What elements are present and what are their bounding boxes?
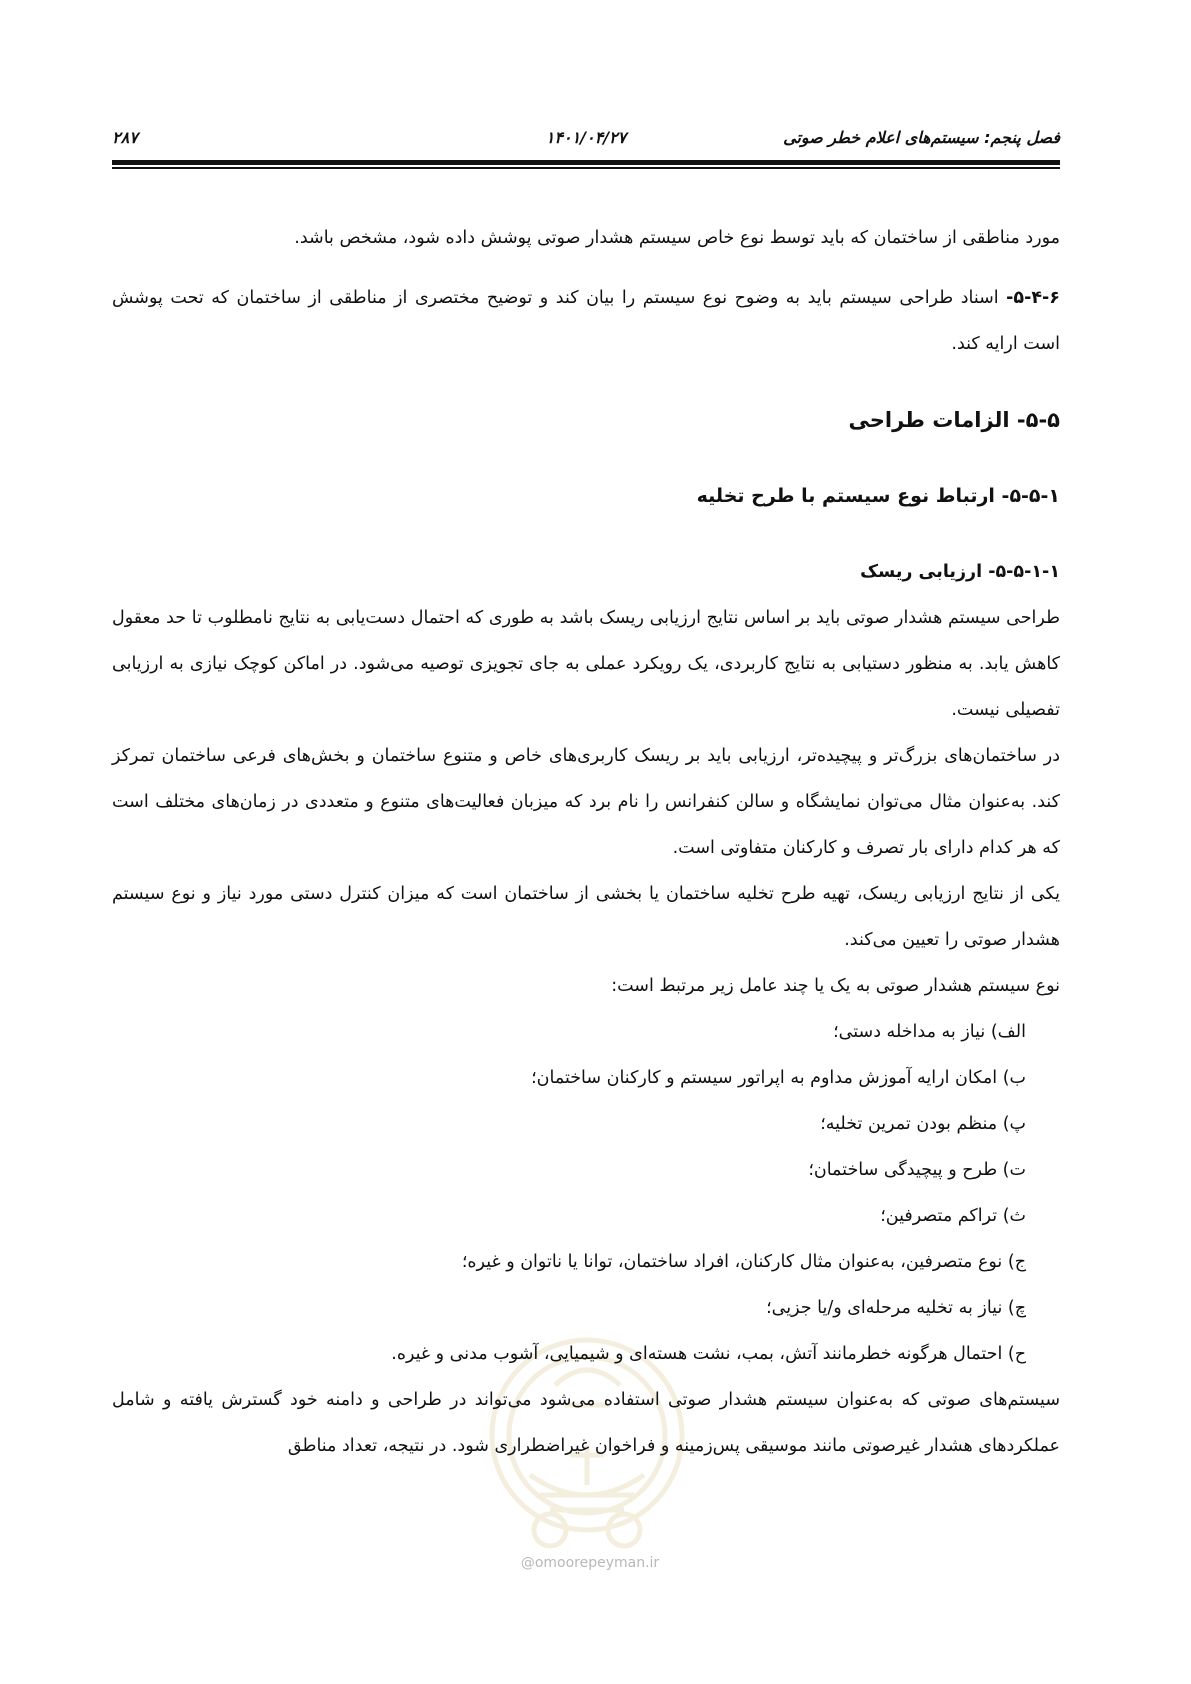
header-date: ۱۴۰۱/۰۴/۲۷ [545,128,627,147]
clause-5-4-6 [112,275,1060,367]
list-item: ث) تراکم متصرفین؛ [880,1206,1026,1226]
list-item: ت) طرح و پیچیدگی ساختمان؛ [808,1160,1026,1180]
list-item: پ) منظم بودن تمرین تخلیه؛ [820,1114,1026,1134]
paragraph-large-buildings: در ساختمان‌های بزرگ‌تر و پیچیده‌تر، ارزیابی باید بر ریسک کاربری‌های خاص و متنوع ساختمان و بخش‌های فرعی ساختمان تمرکز کند. به‌عنوان مثال می‌توان نمایشگاه و سالن کنفرانس را نام برد که میزبان فعالیت‌های متنوع و متعددی در زمان‌های مختلف است که هر کدام دارای بار تصرف و کارکنان متفاوتی است. [112,746,1060,858]
list-item: الف) نیاز به مداخله دستی؛ [833,1022,1026,1042]
header-rule-thick [112,160,1060,165]
factors-list [112,1009,1060,1377]
list-item: چ) نیاز به تخلیه مرحله‌ای و/یا جزیی؛ [766,1298,1026,1318]
list-item: ج) نوع متصرفین، به‌عنوان مثال کارکنان، افراد ساختمان، توانا یا ناتوان و غیره؛ [461,1252,1026,1272]
intro-continuation: مورد مناطقی از ساختمان که باید توسط نوع خاص سیستم هشدار صوتی پوشش داده شود، مشخص باشد. [294,228,1060,248]
clause-5-4-6-text: اسناد طراحی سیستم باید به وضوح نوع سیستم را بیان کند و توضیح مختصری از مناطقی از ساختمان که تحت پوشش است ارایه کند. [112,288,1060,354]
paragraph-factors-intro: نوع سیستم هشدار صوتی به یک یا چند عامل زیر مرتبط است: [611,976,1060,996]
paragraph-evacuation-plan: یکی از نتایج ارزیابی ریسک، تهیه طرح تخلیه ساختمان یا بخشی از ساختمان است که میزان کنترل دستی مورد نیاز و نوع سیستم هشدار صوتی را تعیین می‌کند. [112,884,1060,950]
chapter-title: فصل پنجم: سیستم‌های اعلام خطر صوتی [783,128,1060,147]
page-body [112,215,1060,1469]
closing-paragraph: سیستم‌های صوتی که به‌عنوان سیستم هشدار صوتی استفاده می‌شود می‌تواند در طراحی و دامنه خود گسترش یافته و شامل عملکردهای هشدار غیرصوتی مانند موسیقی پس‌زمینه و فراخوان غیراضطراری شود. در نتیجه، تعداد مناطق [112,1390,1060,1456]
heading-5-5: ۵-۵- الزامات طراحی [848,408,1060,432]
page-number: ۲۸۷ [112,128,138,147]
heading-5-5-1-1-number: ۵-۵-۱-۱- [988,562,1060,582]
heading-5-5-1: ۵-۵-۱- ارتباط نوع سیستم با طرح تخلیه [696,485,1060,507]
clause-5-4-6-number: ۵-۴-۶- [1006,288,1060,308]
heading-5-5-1-1-text: ارزیابی ریسک [860,562,989,582]
list-item: ح) احتمال هرگونه خطرمانند آتش، بمب، نشت هسته‌ای و شیمیایی، آشوب مدنی و غیره. [391,1344,1026,1364]
paragraph-risk-assessment: طراحی سیستم هشدار صوتی باید بر اساس نتایج ارزیابی ریسک باشد به طوری که احتمال دست‌یابی به نتایج نامطلوب تا حد معقول کاهش یابد. به منظور دستیابی به نتایج کاربردی، یک رویکرد عملی به جای تجویزی توصیه می‌شود. در اماکن کوچک نیازی به ارزیابی تفصیلی نیست. [112,608,1060,720]
page-header [112,124,1060,154]
list-item: ب) امکان ارایه آموزش مداوم به اپراتور سیستم و کارکنان ساختمان؛ [531,1068,1026,1088]
watermark-site: @omoorepeyman.ir [520,1555,660,1571]
heading-5-5-1-1 [112,549,1060,595]
header-rule-thin [112,167,1060,169]
